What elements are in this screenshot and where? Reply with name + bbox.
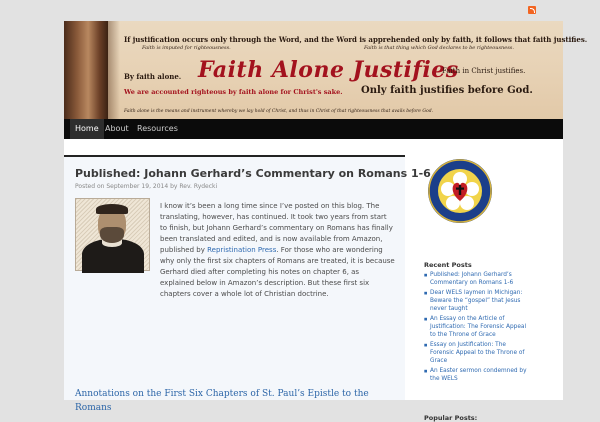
banner-quote-that-thing: Faith is that thing which God declares to be righteousness. bbox=[364, 45, 514, 51]
banner-quote-imputed: Faith is imputed for righteousness. bbox=[142, 45, 231, 51]
gerhard-portrait-image bbox=[75, 198, 150, 271]
banner-quote-accounted: We are accounted righteous by faith alone for Christ's sake. bbox=[124, 88, 343, 96]
banner-quote-only-faith: Only faith justifies before God. bbox=[361, 85, 533, 96]
recent-posts-heading: Recent Posts bbox=[424, 261, 472, 269]
banner-quote-means: Faith alone is the means and instrument whereby we lay hold of Christ, and thus in Christ of that righteousness that avails before God. bbox=[124, 109, 434, 114]
nav-item-resources[interactable]: Resources bbox=[137, 124, 178, 133]
nav-item-home[interactable]: Home bbox=[70, 119, 104, 139]
popular-posts-heading: Popular Posts: bbox=[424, 414, 478, 422]
spine-shadow bbox=[108, 21, 120, 119]
site-title: Faith Alone Justifies bbox=[198, 57, 459, 83]
recent-post-link[interactable]: ■ Essay on Justification: The Forensic Appeal to the Throne of Grace bbox=[424, 341, 528, 365]
header-banner[interactable] bbox=[64, 21, 588, 119]
book-spine-graphic bbox=[64, 21, 108, 119]
meta-prefix: Posted on bbox=[75, 183, 105, 190]
banner-quote-faith-in-christ: Faith in Christ justifies. bbox=[442, 67, 526, 75]
post-title[interactable]: Published: Johann Gerhard’s Commentary on Romans 1-6 bbox=[75, 167, 431, 180]
page-wrapper bbox=[64, 21, 588, 422]
post-content bbox=[64, 155, 431, 413]
recent-post-link[interactable]: ■ An Essay on the Article of Justification: The Forensic Appeal to the Throne of Grace bbox=[424, 315, 528, 339]
post-body-text-2: . For those who are wondering why only the first six chapters of Romans are treated, it is because Gerhard died after completing his notes on chapter 6, as explained below in Amazon’s description. But these first six chapters cover a whole lot of Christian doctrine. bbox=[160, 246, 395, 298]
banner-quote-by-faith-alone: By faith alone. bbox=[124, 72, 182, 81]
main-nav bbox=[64, 119, 563, 139]
recent-post-link[interactable]: ■ An Easter sermon condemned by the WELS bbox=[424, 367, 528, 383]
nav-item-about[interactable]: About bbox=[105, 124, 129, 133]
banner-quote-top: If justification occurs only through the Word, and the Word is apprehended only by faith, it follows that faith justifies. bbox=[124, 35, 588, 44]
post-author-link[interactable]: Rev. Rydecki bbox=[179, 183, 218, 190]
post-body bbox=[160, 201, 395, 300]
post-body-text-1: I know it’s been a long time since I’ve posted on this blog. The translating, however, has continued. It took two years from start to finish, but Johann Gerhard’s commentary on Romans has finally been translated and edited, and is now available from Amazon, published by bbox=[160, 202, 393, 254]
post-meta bbox=[75, 183, 217, 190]
recent-posts-list bbox=[424, 271, 528, 385]
sidebar bbox=[420, 155, 560, 422]
recent-post-link[interactable]: ■ Published: Johann Gerhard’s Commentary on Romans 1-6 bbox=[424, 271, 528, 287]
recent-post-link[interactable]: ■ Dear WELS laymen in Michigan: Beware the “gospel” that Jesus never taught bbox=[424, 289, 528, 313]
post-date-link[interactable]: September 19, 2014 bbox=[106, 183, 169, 190]
annotations-heading[interactable]: Annotations on the First Six Chapters of St. Paul’s Epistle to the Romans bbox=[75, 389, 369, 413]
meta-by: by bbox=[170, 183, 178, 190]
rss-icon[interactable] bbox=[528, 6, 536, 14]
repristination-press-link[interactable]: Repristination Press bbox=[207, 246, 277, 254]
luther-rose-seal-icon bbox=[427, 158, 493, 224]
